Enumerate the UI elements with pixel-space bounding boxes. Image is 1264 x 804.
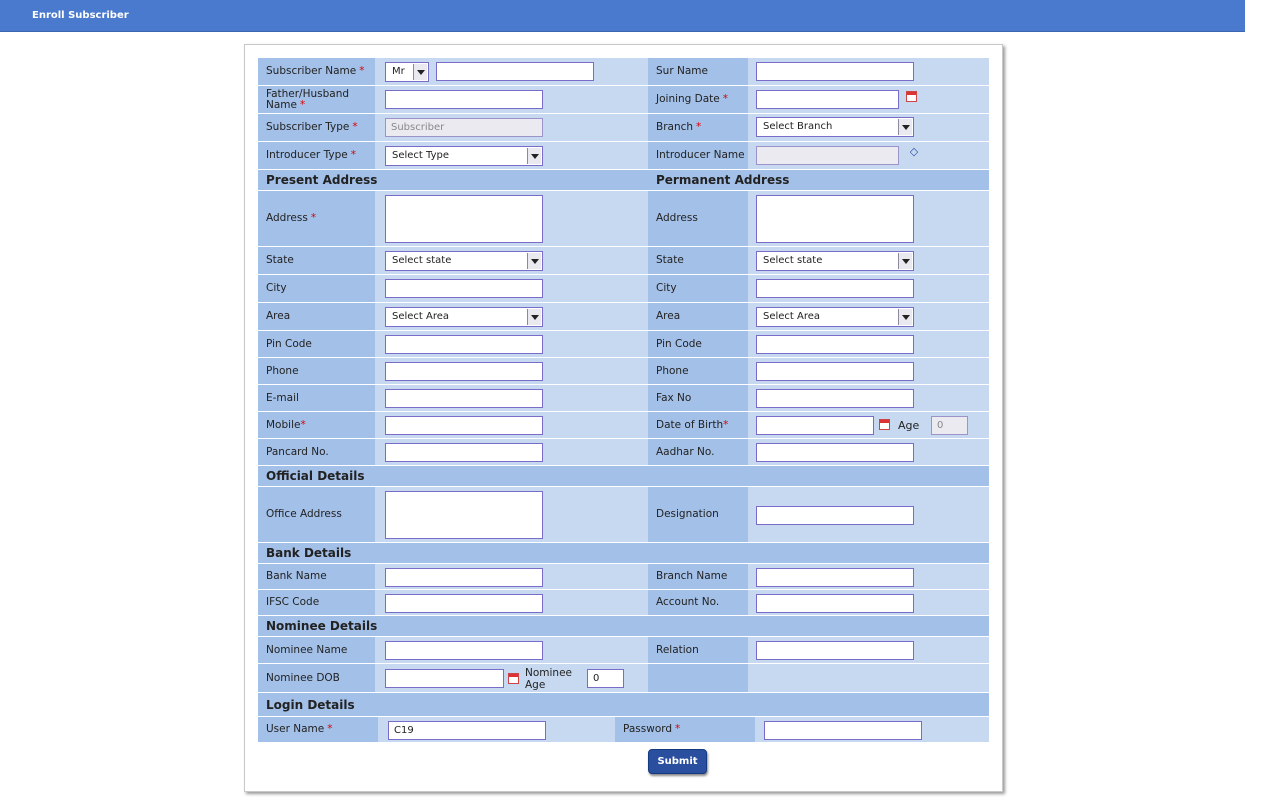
nominee-dob-label: Nominee DOB <box>258 664 375 692</box>
introducer-name-label: Introducer Name <box>648 142 748 169</box>
age-label: Age <box>898 419 920 432</box>
form-row <box>258 692 989 716</box>
form-row <box>258 563 989 589</box>
form-row <box>258 384 989 411</box>
present-pin-label: Pin Code <box>258 331 375 357</box>
form-row <box>258 85 989 113</box>
calendar-icon[interactable] <box>906 91 917 102</box>
sur-name-label: Sur Name <box>648 58 748 85</box>
designation-label: Designation <box>648 487 748 542</box>
branch-name-label: Branch Name <box>648 564 748 589</box>
pancard-input[interactable] <box>385 443 543 462</box>
calendar-icon[interactable] <box>879 419 890 430</box>
permanent-state-label: State <box>648 247 748 274</box>
form-row <box>258 438 989 465</box>
chevron-down-icon <box>527 253 541 269</box>
chevron-down-icon <box>413 64 427 80</box>
sur-name-input[interactable] <box>756 62 914 81</box>
present-address-textarea[interactable] <box>385 195 543 243</box>
permanent-city-input[interactable] <box>756 279 914 298</box>
form-row <box>258 636 989 663</box>
permanent-phone-label: Phone <box>648 358 748 384</box>
present-address-label: Address * <box>258 191 375 246</box>
chevron-down-icon <box>898 309 912 325</box>
form-row <box>258 169 989 190</box>
form-row <box>258 465 989 486</box>
ifsc-input[interactable] <box>385 594 543 613</box>
permanent-pin-input[interactable] <box>756 335 914 354</box>
relation-label: Relation <box>648 637 748 663</box>
fax-label: Fax No <box>648 385 748 411</box>
office-address-textarea[interactable] <box>385 491 543 539</box>
subscriber-name-label: Subscriber Name * <box>258 58 375 85</box>
aadhar-label: Aadhar No. <box>648 439 748 465</box>
form-row <box>258 411 989 438</box>
nominee-name-input[interactable] <box>385 641 543 660</box>
bank-name-input[interactable] <box>385 568 543 587</box>
chevron-down-icon <box>527 309 541 325</box>
permanent-area-select[interactable]: Select Area <box>756 307 914 327</box>
email-label: E-mail <box>258 385 375 411</box>
permanent-address-label: Address <box>648 191 748 246</box>
present-pin-input[interactable] <box>385 335 543 354</box>
header-bar <box>0 0 1245 32</box>
subscriber-type-input <box>385 118 543 137</box>
nominee-name-label: Nominee Name <box>258 637 375 663</box>
present-address-heading: Present Address <box>258 170 648 190</box>
dob-input[interactable] <box>756 416 874 435</box>
page-title: Enroll Subscriber <box>32 10 129 21</box>
dob-label: Date of Birth * <box>648 412 748 438</box>
present-state-select[interactable]: Select state <box>385 251 543 271</box>
form-row <box>258 302 989 330</box>
branch-select[interactable]: Select Branch <box>756 117 914 137</box>
subscriber-type-label: Subscriber Type * <box>258 114 375 141</box>
chevron-down-icon <box>898 253 912 269</box>
nominee-dob-input[interactable] <box>385 669 504 688</box>
form-row <box>258 141 989 169</box>
password-input[interactable] <box>764 721 922 740</box>
email-input[interactable] <box>385 389 543 408</box>
present-phone-label: Phone <box>258 358 375 384</box>
password-label: Password * <box>615 717 755 742</box>
calendar-icon[interactable] <box>508 673 519 684</box>
ifsc-label: IFSC Code <box>258 590 375 615</box>
submit-button[interactable]: Submit <box>648 749 707 774</box>
nominee-age-input[interactable] <box>587 669 624 688</box>
form-row <box>258 330 989 357</box>
fax-input[interactable] <box>756 389 914 408</box>
chevron-down-icon <box>898 119 912 135</box>
permanent-pin-label: Pin Code <box>648 331 748 357</box>
office-address-label: Office Address <box>258 487 375 542</box>
form-row <box>258 190 989 246</box>
mobile-input[interactable] <box>385 416 543 435</box>
account-label: Account No. <box>648 590 748 615</box>
nominee-age-label: Nominee Age <box>525 667 572 691</box>
present-area-label: Area <box>258 303 375 330</box>
branch-label: Branch * <box>648 114 748 141</box>
permanent-state-select[interactable]: Select state <box>756 251 914 271</box>
form-row <box>258 542 989 563</box>
official-details-heading: Official Details <box>258 466 989 486</box>
permanent-address-textarea[interactable] <box>756 195 914 243</box>
form-row <box>258 246 989 274</box>
user-name-label: User Name * <box>258 717 378 742</box>
introducer-type-label: Introducer Type * <box>258 142 375 169</box>
form-row <box>258 113 989 141</box>
empty-label <box>648 664 748 692</box>
pancard-label: Pancard No. <box>258 439 375 465</box>
aadhar-input[interactable] <box>756 443 914 462</box>
branch-name-input[interactable] <box>756 568 914 587</box>
chevron-down-icon <box>527 148 541 164</box>
bank-name-label: Bank Name <box>258 564 375 589</box>
present-state-label: State <box>258 247 375 274</box>
relation-input[interactable] <box>756 641 914 660</box>
present-city-label: City <box>258 275 375 302</box>
form-row <box>258 357 989 384</box>
enroll-form-panel <box>244 44 1003 792</box>
mobile-label: Mobile * <box>258 412 375 438</box>
user-name-input[interactable] <box>388 721 546 740</box>
introducer-type-select[interactable]: Select Type <box>385 146 543 166</box>
account-input[interactable] <box>756 594 914 613</box>
form-row <box>258 663 989 692</box>
joining-date-label: Joining Date * <box>648 86 748 113</box>
form-row <box>258 486 989 542</box>
permanent-city-label: City <box>648 275 748 302</box>
present-city-input[interactable] <box>385 279 543 298</box>
age-input <box>931 416 968 435</box>
present-area-select[interactable]: Select Area <box>385 307 543 327</box>
form-row <box>258 716 989 742</box>
nominee-details-heading: Nominee Details <box>258 616 989 636</box>
permanent-address-heading: Permanent Address <box>648 170 989 190</box>
bank-details-heading: Bank Details <box>258 543 989 563</box>
permanent-area-label: Area <box>648 303 748 330</box>
title-select[interactable]: Mr <box>385 62 429 82</box>
form-row <box>258 615 989 636</box>
binoculars-icon[interactable]: ◇ <box>909 145 919 158</box>
form-row <box>258 57 989 85</box>
subscriber-name-input[interactable] <box>436 62 594 81</box>
joining-date-input[interactable] <box>756 90 899 109</box>
permanent-phone-input[interactable] <box>756 362 914 381</box>
login-details-heading: Login Details <box>258 693 989 716</box>
form-row <box>258 589 989 615</box>
introducer-name-input <box>756 146 899 165</box>
present-phone-input[interactable] <box>385 362 543 381</box>
father-name-label: Father/Husband Name * <box>258 86 375 113</box>
form-row <box>258 274 989 302</box>
father-name-input[interactable] <box>385 90 543 109</box>
designation-input[interactable] <box>756 506 914 525</box>
